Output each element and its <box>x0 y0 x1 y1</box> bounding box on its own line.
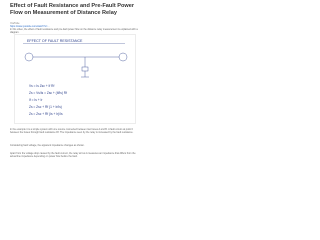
note-line: Zs = Zsc + Rf (1 + Ir/Is) <box>29 105 62 109</box>
note-heading: EFFECT OF FAULT RESISTANCE <box>27 39 83 43</box>
document-page <box>0 0 149 198</box>
source-symbol <box>25 53 33 61</box>
intro-text: In this video, the effect of fault resistance and pre-fault power flow on the distance relay measurement is explained with a diagram. <box>10 28 138 34</box>
load-symbol <box>119 53 127 61</box>
note-line: If = Is + Ir <box>29 98 43 102</box>
handwritten-note-image <box>14 34 136 124</box>
youtube-link[interactable]: https://www.youtube.com/watch?v=... <box>10 25 50 28</box>
paragraph: In the example it is a simple system with one source connected between two buses A and B. A fault occurs at point F between the buses through fault resistance Rf. The impedance seen by the relay is increased by the fault resistance. <box>10 128 134 135</box>
paragraph: Considering fault voltage, the apparent impedance changes as shown. <box>10 144 85 147</box>
handwritten-note-svg <box>15 35 137 125</box>
paragraph: Apart from the voltage drop caused by the fault current, the relay at bus A measures an impedance that differs from the actual line impedance depending on power flow before the fault. <box>10 152 136 159</box>
youtube-label: YouTube <box>10 22 20 25</box>
page-title: Effect of Fault Resistance and Pre-Fault Power Flow on Measurement of Distance Relay <box>10 3 135 16</box>
note-line: Zs = Zsc + Rf (Is + Ir)/Is <box>29 112 63 116</box>
note-line: Vs = Is Zsc + If Rf <box>29 84 55 88</box>
note-line: Zs = Vs/Is = Zsc + (If/Is) Rf <box>29 91 67 95</box>
